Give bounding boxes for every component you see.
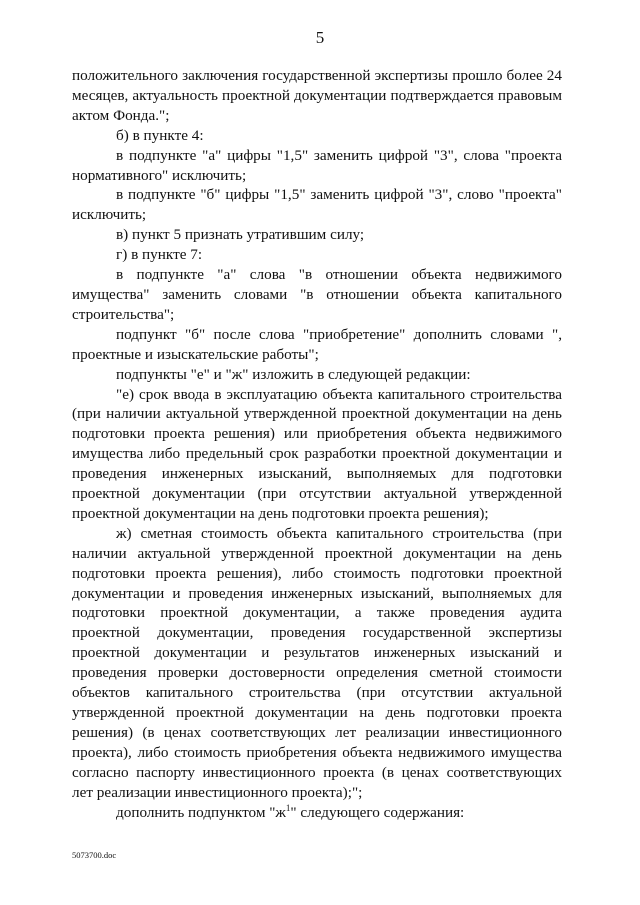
paragraph: "е) срок ввода в эксплуатацию объекта капитального строительства (при наличии актуальной утвержденной проектной документации на день подготовки проекта решения) или приобретения объекта недвижимого имущества либо предельный срок разработки проектной документации и проведения инженерных изысканий, выполняемых для подготовки проектной документации (при отсутствии актуальной утвержденной проектной документации на день подготовки проекта решения); [72, 385, 562, 522]
paragraph: в подпункте "а" слова "в отношении объекта недвижимого имущества" заменить словами "в отношении объекта капитального строительства"; [72, 266, 562, 323]
paragraph: в подпункте "а" цифры "1,5" заменить цифрой "3", слова "проекта нормативного" исключить; [72, 146, 562, 184]
text-after-sup: " следующего содержания: [290, 803, 465, 821]
footer-filename: 5073700.doc [72, 850, 117, 860]
paragraph: б) в пункте 4: [116, 126, 204, 144]
superscript: 1 [285, 802, 291, 813]
text-before-sup: дополнить подпунктом "ж [116, 803, 286, 821]
paragraph: подпункт "б" после слова "приобретение" дополнить словами ", проектные и изыскательские работы"; [72, 325, 562, 363]
paragraph: ж) сметная стоимость объекта капитального строительства (при наличии актуальной утвержденной проектной документации на день подготовки проекта решения), либо стоимость подготовки проектной документации и проведения инженерных изысканий, выполняемых для подготовки проектной документации, а также проведения аудита проектной документации, проведения государственной экспертизы проектной документации и результатов инженерных изысканий и проведения проверки достоверности определения сметной стоимости объектов капитального строительства (при отсутствии актуальной утвержденной проектной документации на день подготовки проекта решения) (в ценах соответствующих лет реализации инвестиционного проекта), либо стоимость приобретения объекта недвижимого имущества согласно паспорту инвестиционного проекта (в ценах соответствующих лет реализации инвестиционного проекта);"; [72, 524, 562, 801]
paragraph: в подпункте "б" цифры "1,5" заменить цифрой "3", слово "проекта" исключить; [72, 186, 562, 224]
paragraph-last [72, 803, 562, 823]
page-number: 5 [315, 28, 325, 47]
paragraph: положительного заключения государственной экспертизы прошло более 24 месяцев, актуальность проектной документации подтверждается правовым актом Фонда."; [72, 67, 562, 124]
paragraph: подпункты "е" и "ж" изложить в следующей редакции: [116, 365, 471, 383]
paragraph: г) в пункте 7: [116, 246, 203, 264]
document-body [72, 66, 562, 822]
paragraph: в) пункт 5 признать утратившим силу; [116, 226, 365, 244]
